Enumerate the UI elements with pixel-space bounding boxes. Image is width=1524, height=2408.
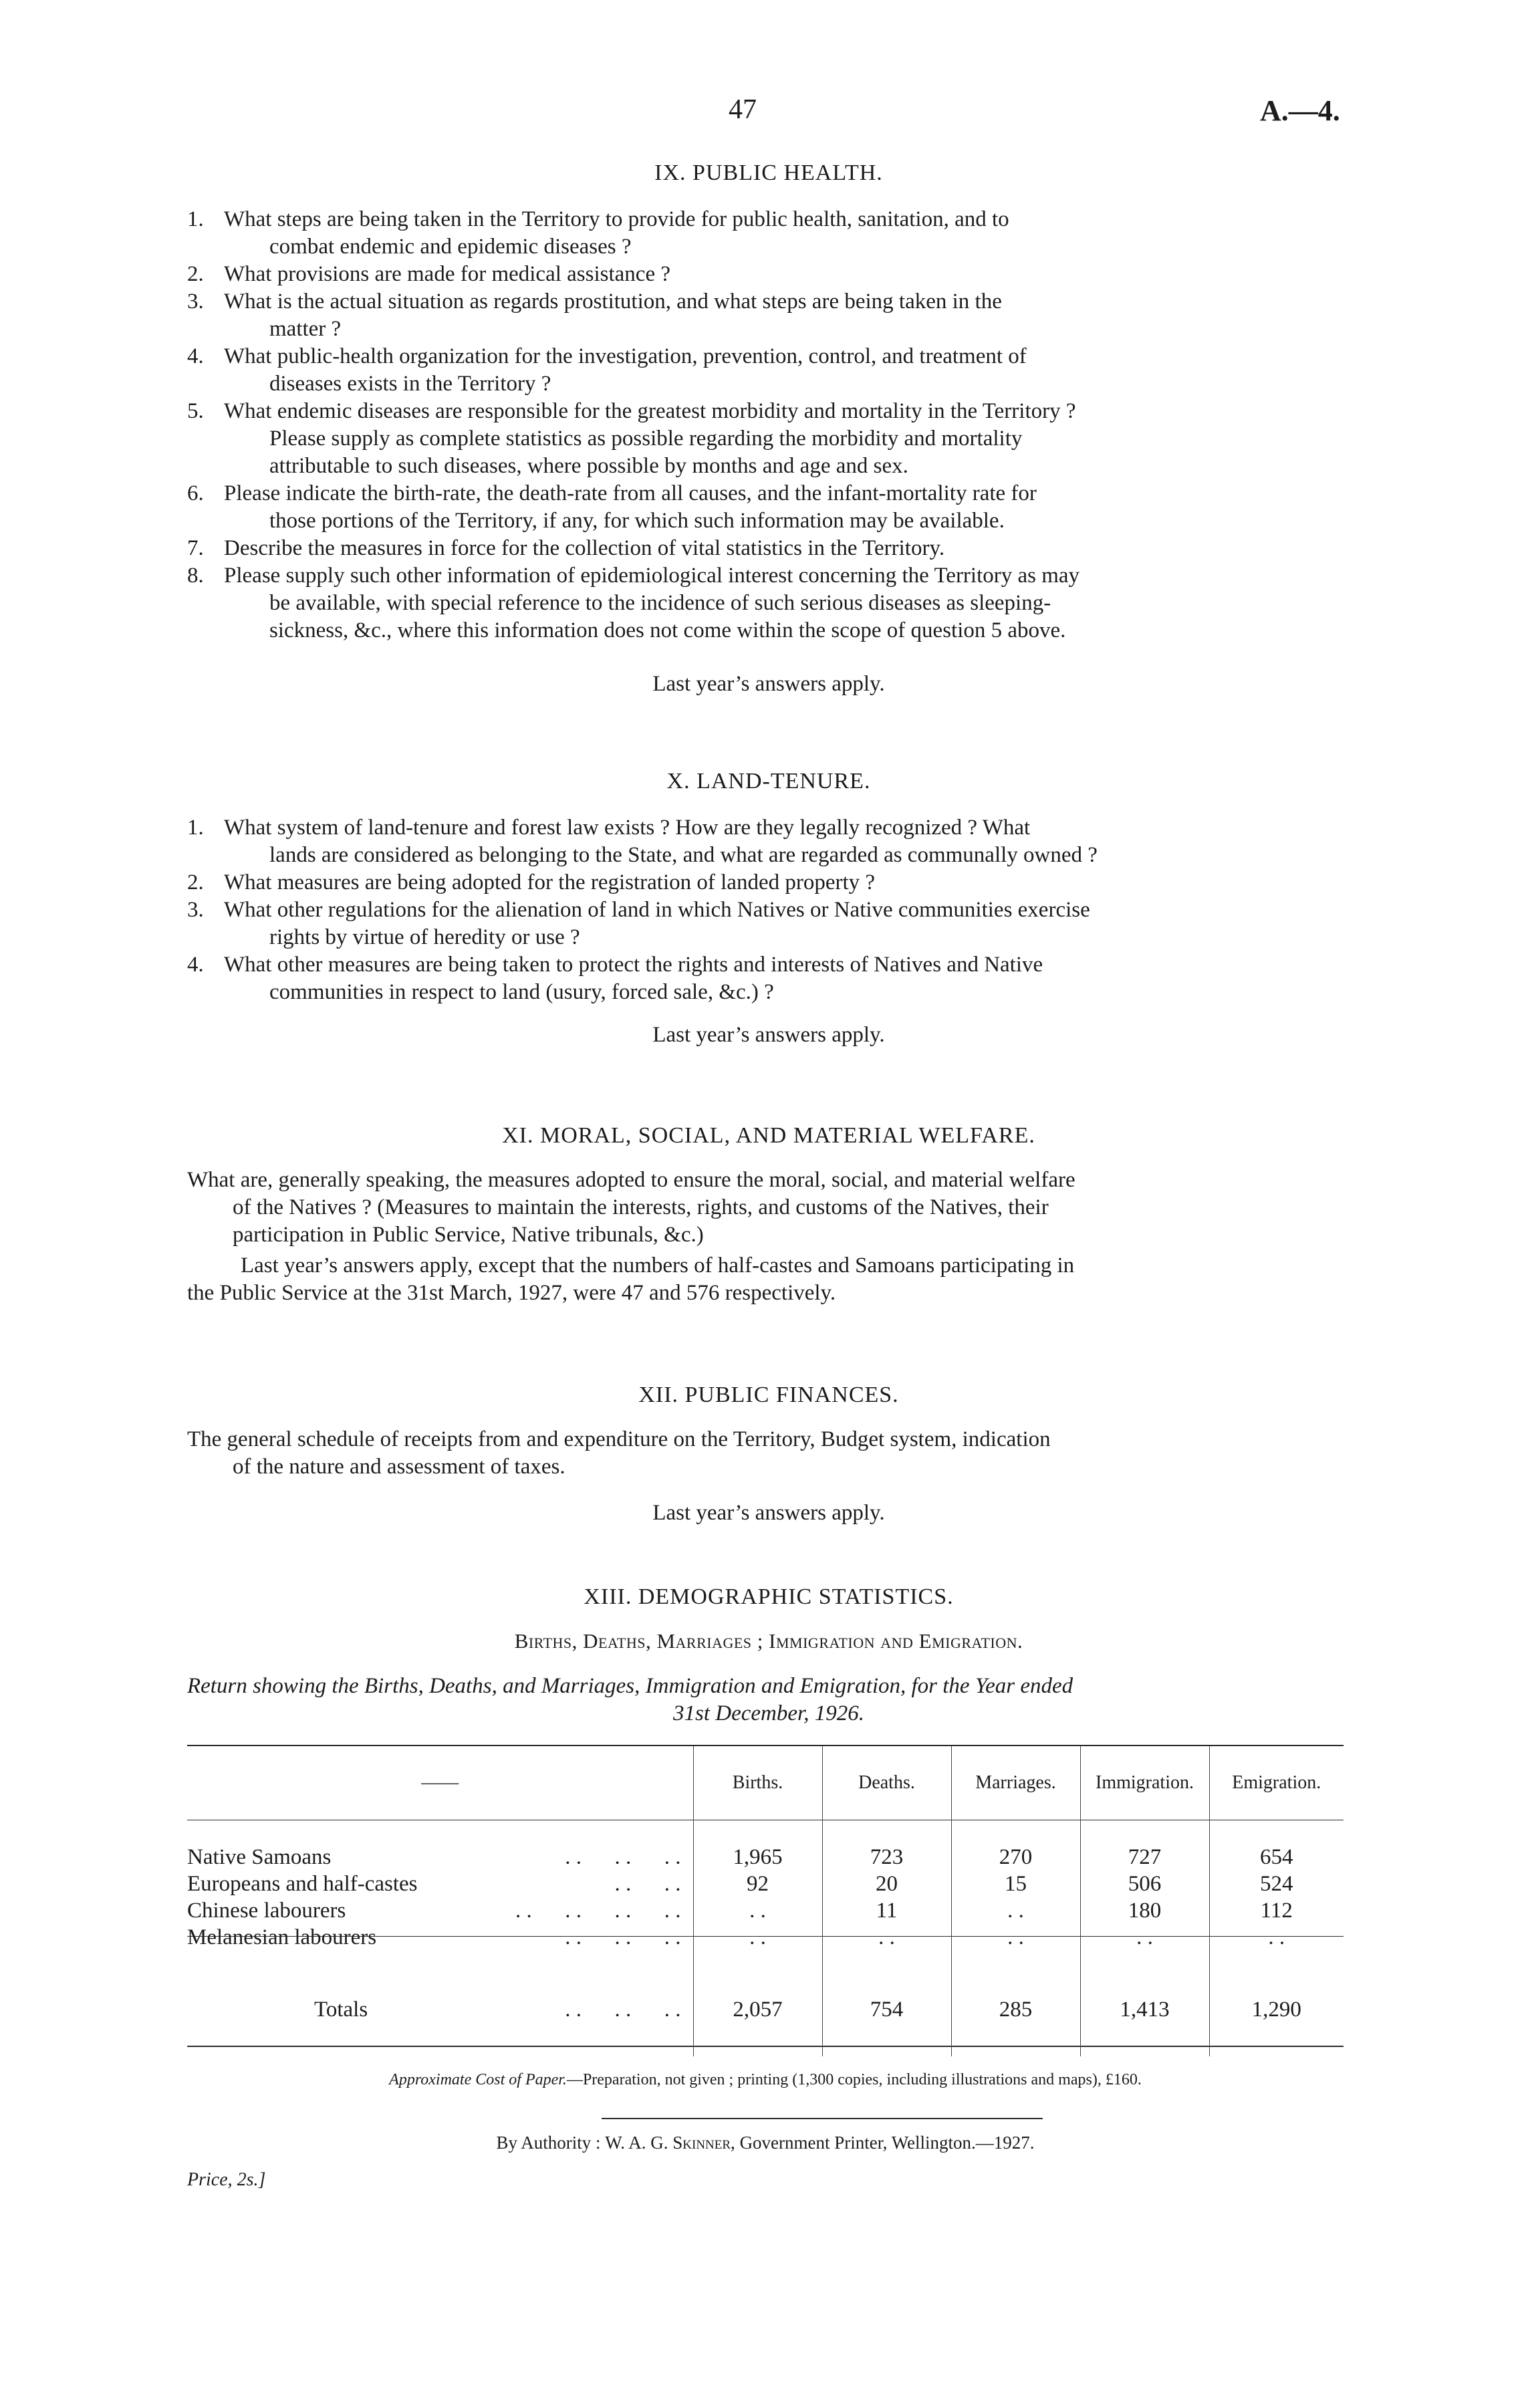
land-tenure-note: Last year’s answers apply. [652, 1023, 885, 1047]
demographics-table [187, 1746, 1344, 2056]
row-leader: . . . . . . . . [515, 1898, 681, 1923]
question-number: 4. [187, 953, 204, 977]
question-text: What other measures are being taken to protect the rights and interests of Natives and Native [224, 953, 1043, 977]
cell-marriages: 270 [951, 1844, 1080, 1871]
question-item [187, 869, 1350, 896]
question-text-cont: matter ? [269, 317, 342, 341]
demographics-subtitle: Births, Deaths, Marriages ; Immigration and Emigration. [514, 1629, 1023, 1653]
finances-line: The general schedule of receipts from and expenditure on the Territory, Budget system, indication [187, 1427, 1051, 1451]
question-number: 4. [187, 344, 204, 368]
question-item [187, 288, 1350, 343]
table-caption-line: 31st December, 1926. [673, 1701, 864, 1725]
section-title-finances: XII. PUBLIC FINANCES. [638, 1382, 899, 1407]
question-text-cont: communities in respect to land (usury, forced sale, &c.) ? [269, 980, 774, 1004]
cell-deaths: 723 [822, 1844, 951, 1871]
total-immigration: 1,413 [1080, 1963, 1209, 2056]
table-caption [187, 1673, 1350, 1727]
cell-births: 92 [693, 1871, 822, 1897]
page-number: 47 [729, 94, 757, 125]
cost-note [187, 2071, 1344, 2089]
public-health-note: Last year’s answers apply. [652, 672, 885, 696]
question-text: What other regulations for the alienation of land in which Natives or Native communities exercise [224, 898, 1090, 922]
row-label: Native Samoans [187, 1844, 332, 1869]
cell-deaths: 11 [822, 1897, 951, 1924]
section-title-land-tenure: X. LAND-TENURE. [666, 769, 871, 794]
question-item [187, 206, 1350, 261]
question-item [187, 343, 1350, 398]
cell-emigration: 524 [1260, 1871, 1293, 1896]
row-label: Europeans and half-castes [187, 1871, 418, 1896]
cell-immigration: . . [1080, 1924, 1209, 1951]
cell-emigration: 112 [1260, 1898, 1293, 1923]
cost-label: Approximate Cost of Paper. [389, 2071, 567, 2088]
question-text-cont: rights by virtue of heredity or use ? [269, 925, 580, 949]
column-header-marriages: Marriages. [951, 1746, 1080, 1820]
cell-immigration: 727 [1080, 1844, 1209, 1871]
question-text: Please indicate the birth-rate, the death-rate from all causes, and the infant-mortality rate for [224, 481, 1037, 505]
welfare-question [187, 1167, 1350, 1249]
price-note: Price, 2s.] [187, 2169, 266, 2190]
question-item [187, 896, 1350, 951]
cell-deaths: . . [822, 1924, 951, 1951]
question-item [187, 535, 1350, 562]
table-spacer-row [187, 1820, 1344, 1844]
question-item [187, 480, 1350, 535]
table-row [187, 1897, 1344, 1924]
question-text: What endemic diseases are responsible for the greatest morbidity and mortality in the Territory ? [224, 399, 1076, 423]
public-health-questions [187, 206, 1350, 644]
question-text: What is the actual situation as regards prostitution, and what steps are being taken in the [224, 289, 1002, 314]
footer-rule [602, 2118, 1043, 2119]
question-number: 1. [187, 816, 204, 840]
question-text-cont: be available, with special reference to the incidence of such serious diseases as sleeping- [269, 591, 1051, 615]
question-text: What system of land-tenure and forest law exists ? How are they legally recognized ? What [224, 816, 1031, 840]
question-number: 8. [187, 564, 204, 588]
question-number: 3. [187, 289, 204, 314]
table-row [187, 1871, 1344, 1897]
table-row [187, 1924, 1344, 1951]
welfare-answer [187, 1252, 1350, 1307]
question-text-cont: those portions of the Territory, if any, for which such information may be available. [269, 509, 1005, 533]
question-text: What public-health organization for the investigation, prevention, control, and treatment of [224, 344, 1027, 368]
welfare-question-line: participation in Public Service, Native tribunals, &c.) [233, 1223, 704, 1247]
cell-births: 1,965 [693, 1844, 822, 1871]
question-number: 6. [187, 481, 204, 505]
row-leader: . . . . . . [565, 1997, 681, 2022]
authority-line [187, 2133, 1344, 2153]
row-label: Melanesian labourers [187, 1925, 377, 1949]
question-item [187, 814, 1350, 869]
question-text: Please supply such other information of epidemiological interest concerning the Territory as may [224, 564, 1080, 588]
cell-deaths: 20 [822, 1871, 951, 1897]
cell-births: . . [693, 1897, 822, 1924]
question-item [187, 398, 1350, 480]
document-code: A.—4. [1260, 94, 1340, 127]
authority-printer: W. A. G. Skinner, [605, 2133, 735, 2153]
section-title-public-health: IX. PUBLIC HEALTH. [654, 160, 883, 185]
question-text-cont: combat endemic and epidemic diseases ? [269, 235, 632, 259]
cell-marriages: 15 [951, 1871, 1080, 1897]
cell-immigration: 180 [1080, 1897, 1209, 1924]
column-header-emigration: Emigration. [1232, 1772, 1321, 1793]
row-leader: . . . . . . [565, 1844, 681, 1869]
cell-marriages: . . [951, 1897, 1080, 1924]
question-number: 3. [187, 898, 204, 922]
question-number: 7. [187, 536, 204, 560]
cell-births: . . [693, 1924, 822, 1951]
question-number: 2. [187, 262, 204, 286]
question-item [187, 562, 1350, 644]
column-header-births: Births. [693, 1746, 822, 1820]
question-text: What provisions are made for medical assistance ? [224, 262, 670, 286]
cost-text: —Preparation, not given ; printing (1,300 copies, including illustrations and maps), £160. [566, 2071, 1142, 2088]
table-header-row [187, 1746, 1344, 1820]
cell-emigration: . . [1268, 1925, 1285, 1949]
question-text-cont: sickness, &c., where this information does not come within the scope of question 5 above. [269, 618, 1066, 642]
welfare-question-line: of the Natives ? (Measures to maintain the interests, rights, and customs of the Natives, their [233, 1195, 1049, 1219]
question-item [187, 261, 1350, 288]
question-text-cont: diseases exists in the Territory ? [269, 372, 551, 396]
question-text: What measures are being adopted for the registration of landed property ? [224, 870, 876, 894]
row-leader: . . . . . . [565, 1925, 681, 1949]
row-label: Chinese labourers [187, 1898, 346, 1923]
question-number: 2. [187, 870, 204, 894]
question-text-cont: attributable to such diseases, where possible by months and age and sex. [269, 454, 908, 478]
authority-prefix: By Authority : [496, 2133, 601, 2153]
welfare-answer-line: Last year’s answers apply, except that the numbers of half-castes and Samoans participating in [241, 1253, 1075, 1278]
totals-label: Totals [314, 1997, 368, 2022]
question-number: 1. [187, 207, 204, 231]
finances-note: Last year’s answers apply. [652, 1501, 885, 1525]
finances-line: of the nature and assessment of taxes. [233, 1455, 565, 1479]
total-births: 2,057 [693, 1963, 822, 2056]
total-deaths: 754 [822, 1963, 951, 2056]
column-header-label: —— [187, 1746, 693, 1820]
welfare-answer-line: the Public Service at the 31st March, 1927, were 47 and 576 respectively. [187, 1281, 836, 1305]
welfare-question-line: What are, generally speaking, the measures adopted to ensure the moral, social, and material welfare [187, 1168, 1075, 1192]
question-text: Describe the measures in force for the collection of vital statistics in the Territory. [224, 536, 945, 560]
table-caption-line: Return showing the Births, Deaths, and Marriages, Immigration and Emigration, for the Year ended [187, 1674, 1073, 1698]
table-row [187, 1844, 1344, 1871]
table-totals-row [187, 1963, 1344, 2056]
cell-marriages: . . [951, 1924, 1080, 1951]
finances-text [187, 1426, 1350, 1481]
total-emigration: 1,290 [1251, 1997, 1301, 2022]
table-spacer-row [187, 1951, 1344, 1963]
cell-immigration: 506 [1080, 1871, 1209, 1897]
question-text-cont: Please supply as complete statistics as possible regarding the morbidity and mortality [269, 427, 1023, 451]
authority-suffix: Government Printer, Wellington.—1927. [739, 2133, 1035, 2153]
question-number: 5. [187, 399, 204, 423]
section-title-demographics: XIII. DEMOGRAPHIC STATISTICS. [584, 1584, 954, 1609]
row-leader: . . . . [614, 1871, 681, 1896]
question-text: What steps are being taken in the Territory to provide for public health, sanitation, and to [224, 207, 1009, 231]
section-title-welfare: XI. MORAL, SOCIAL, AND MATERIAL WELFARE. [502, 1123, 1035, 1148]
question-text-cont: lands are considered as belonging to the State, and what are regarded as communally owned ? [269, 843, 1098, 867]
column-header-immigration: Immigration. [1080, 1746, 1209, 1820]
column-header-deaths: Deaths. [822, 1746, 951, 1820]
land-tenure-questions [187, 814, 1350, 1006]
total-marriages: 285 [951, 1963, 1080, 2056]
cell-emigration: 654 [1260, 1844, 1293, 1869]
question-item [187, 951, 1350, 1006]
